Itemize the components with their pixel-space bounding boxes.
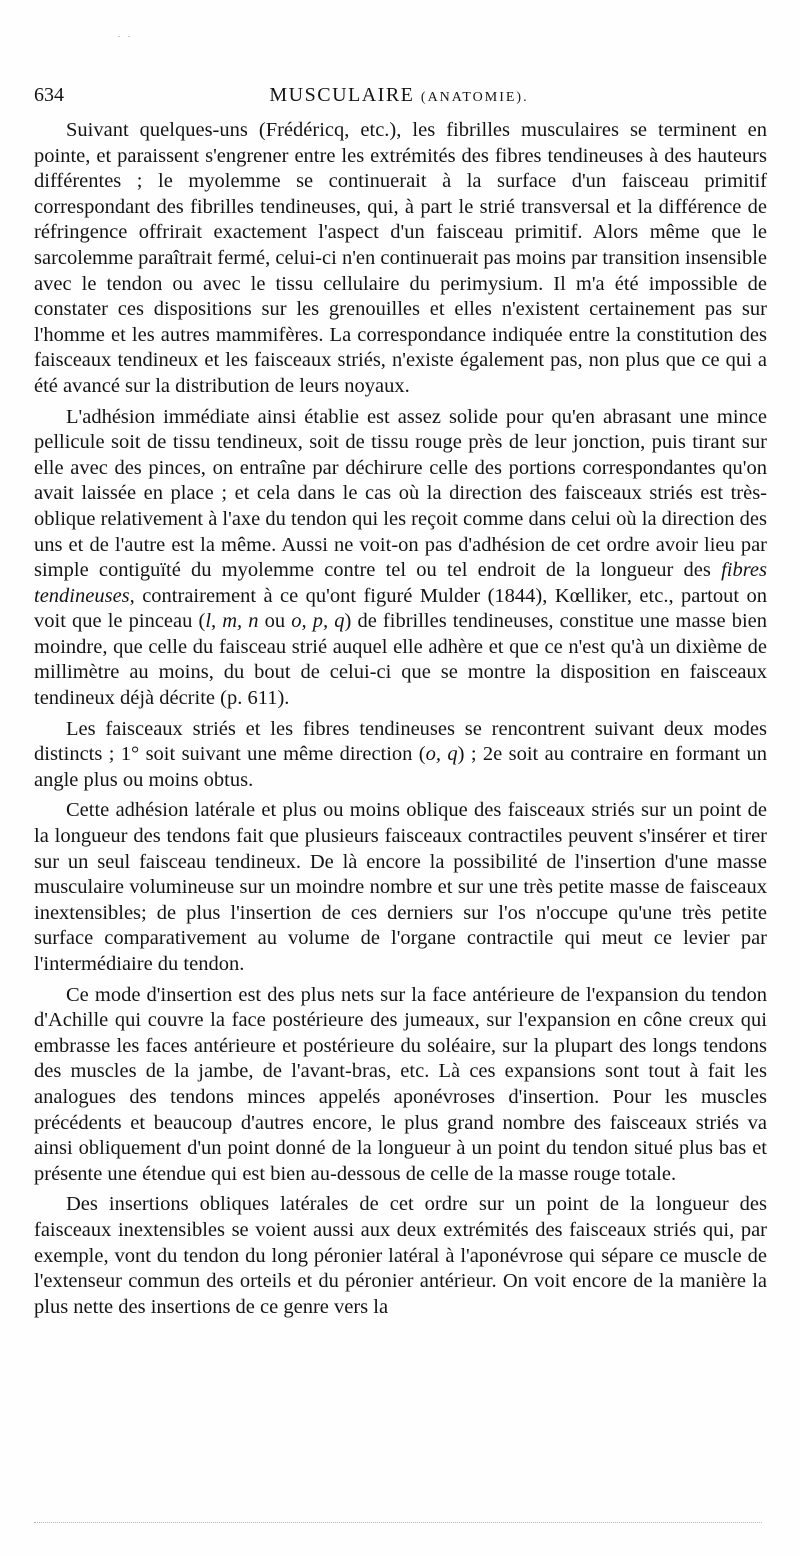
paragraph-2 xyxy=(34,405,767,712)
running-head-title xyxy=(34,84,764,107)
paragraph-2-italic-2: l, m, n xyxy=(205,610,259,633)
paragraph-2-part-2: , contrairement à ce qu'ont figuré Mulder (1844), Kœlliker, etc., partout on voit que le pinceau ( xyxy=(34,584,767,633)
paragraph-2-italic-1: fibres tendineuses xyxy=(34,559,767,607)
paragraph-6: Des insertions obliques latérales de cet ordre sur un point de la longueur des faisceaux inextensibles se voient aussi aux deux extrémités des faisceaux striés qui, par exemple, vont du tendon du long péronier latéral à l'aponévrose qui sépare ce muscle de l'extenseur commun des orteils et du péronier antérieur. On voit encore de la manière la plus nette des insertions de ce genre vers la xyxy=(34,1193,767,1318)
scan-footer-rule xyxy=(34,1522,762,1523)
scan-speck xyxy=(128,36,130,37)
paragraph-3-italic-1: o, q xyxy=(425,743,458,766)
running-head xyxy=(34,84,764,114)
paragraph-2-italic-3: o, p, q xyxy=(291,610,345,633)
paragraph-4: Cette adhésion latérale et plus ou moins oblique des faisceaux striés sur un point de la longueur des tendons fait que plusieurs faisceaux contractiles peuvent s'insérer et tirer sur un seul faisceau tendineux. De là encore la possibilité de l'insertion d'une masse musculaire volumineuse sur un moindre nombre et sur une très petite masse de faisceaux inextensibles; de plus l'insertion de ces derniers sur l'os n'occupe qu'une très petite surface comparativement au volume de l'organe contractile qui meut ce levier par l'intermédiaire du tendon. xyxy=(34,799,767,975)
page-number: 634 xyxy=(34,84,64,106)
paragraph-3 xyxy=(34,717,767,794)
paragraph-2-part-3: ou xyxy=(258,610,292,633)
paragraph-2-part-1: L'adhésion immédiate ainsi établie est assez solide pour qu'en abrasant une mince pellicule soit de tissu tendineux, soit de tissu rouge près de leur jonction, puis tirant sur elle avec des pinces, on entraîne par déchirure celle des portions correspondantes qu'on avait laissée en place ; et cela dans le cas où la direction des faisceaux striés est très-oblique relativement à l'axe du tendon qui les reçoit comme dans celui où la direction des uns et de l'autre est la même. Aussi ne voit-on pas d'adhésion de cet ordre avoir lieu par simple contiguïté du myolemme contre tel ou tel endroit de la longueur des xyxy=(34,405,767,582)
paragraph-3-part-2: ) ; 2e soit au contraire en formant un angle plus ou moins obtus. xyxy=(34,743,767,791)
paragraph-1: Suivant quelques-uns (Frédéricq, etc.), les fibrilles musculaires se terminent en pointe, et paraissent s'engrener entre les extrémités des fibres tendineuses à des hauteurs différentes ; le myolemme se continuerait à la surface d'un faisceau primitif correspondant des fibrilles tendineuses, qui, à part le strié transversal et la différence de réfringence offrirait exactement l'aspect d'un faisceau primitif. Alors même que le sarcolemme paraîtrait fermé, celui-ci n'en continuerait pas moins par transition insensible avec le tendon ou avec le tissu cellulaire du perimysium. Il m'a été impossible de constater ces dispositions sur les grenouilles et elles n'existent certainement pas sur l'homme et les autres mammifères. La correspondance indiquée entre la constitution des faisceaux tendineux et les faisceaux striés, n'existe également pas, non plus que ce qui a été avancé sur la distribution de leurs noyaux. xyxy=(34,119,767,397)
body-text xyxy=(34,118,767,1320)
scan-speck xyxy=(118,36,120,37)
running-head-main: MUSCULAIRE xyxy=(269,84,415,106)
paragraph-3-part-1: Les faisceaux striés et les fibres tendineuses se rencontrent suivant deux modes distincts ; 1° soit suivant une même direction ( xyxy=(34,717,767,766)
paragraph-5: Ce mode d'insertion est des plus nets sur la face antérieure de l'expansion du tendon d'Achille qui couvre la face postérieure des jumeaux, sur l'expansion en cône creux qui embrasse les faces antérieure et postérieure du soléaire, sur la plupart des longs tendons des muscles de la jambe, de l'avant-bras, etc. Là ces expansions sont tout à fait les analogues des tendons minces appelés aponévroses d'insertion. Pour les muscles précédents et beaucoup d'autres encore, le plus grand nombre des faisceaux striés va ainsi obliquement d'un point donné de la longueur à un point du tendon situé plus bas et présente une étendue qui est bien au-dessous de celle de la masse rouge totale. xyxy=(34,983,767,1185)
paragraph-2-part-4: ) de fibrilles tendineuses, constitue une masse bien moindre, que celle du faisceau strié auquel elle adhère et que ce n'est qu'à un dixième de millimètre au moins, du bout de celui-ci que se montre la disposition en faisceaux tendineux déjà décrite (p. 611). xyxy=(34,610,768,710)
running-head-subtitle: (ANATOMIE). xyxy=(420,90,529,105)
